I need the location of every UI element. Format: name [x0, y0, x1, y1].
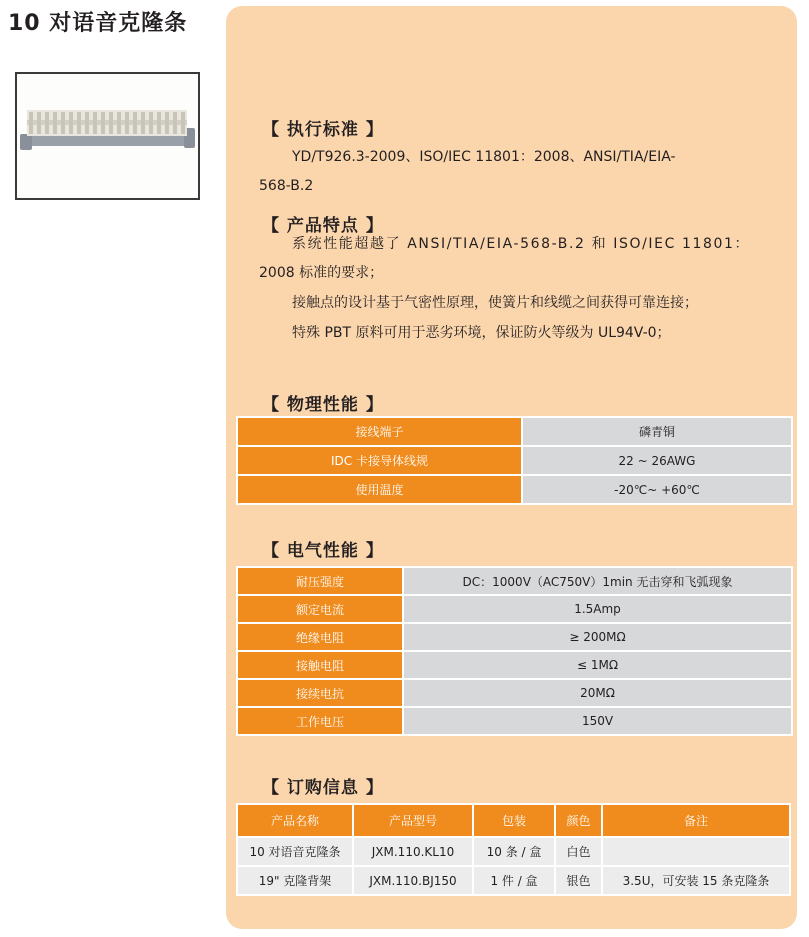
electrical-key: 绝缘电阻 [237, 623, 403, 651]
physical-table [236, 416, 793, 505]
table-cell: 10 对语音克隆条 [237, 837, 353, 866]
table-row [237, 567, 792, 595]
column-header: 颜色 [555, 804, 602, 837]
table-row [237, 707, 792, 735]
product-image [15, 72, 200, 200]
table-cell: JXM.110.BJ150 [353, 866, 473, 895]
column-header: 包装 [473, 804, 555, 837]
standard-line-1: YD/T926.3-2009、ISO/IEC 11801：2008、ANSI/TIA/EIA- [292, 149, 676, 165]
standard-line-2: 568-B.2 [259, 178, 314, 194]
electrical-value: 1.5Amp [403, 595, 792, 623]
connector-strip-illustration [17, 74, 198, 198]
electrical-value: ≤ 1MΩ [403, 651, 792, 679]
ordering-table [236, 803, 791, 896]
table-cell: 19" 克隆背架 [237, 866, 353, 895]
electrical-value: 20MΩ [403, 679, 792, 707]
electrical-key: 接触电阻 [237, 651, 403, 679]
physical-key: 接线端子 [237, 417, 522, 446]
features-line-1: 系统性能超越了 ANSI/TIA/EIA-568-B.2 和 ISO/IEC 11801： [292, 236, 751, 252]
table-cell: JXM.110.KL10 [353, 837, 473, 866]
features-line-3: 接触点的设计基于气密性原理，使簧片和线缆之间获得可靠连接； [292, 295, 698, 311]
table-cell: 10 条 / 盒 [473, 837, 555, 866]
electrical-title: 【 电气性能 】 [262, 541, 384, 561]
physical-value: 22 ~ 26AWG [522, 446, 792, 475]
table-cell: 1 件 / 盒 [473, 866, 555, 895]
electrical-key: 额定电流 [237, 595, 403, 623]
table-cell: 白色 [555, 837, 602, 866]
electrical-key: 工作电压 [237, 707, 403, 735]
table-row [237, 837, 790, 866]
table-row [237, 475, 792, 504]
electrical-key: 耐压强度 [237, 567, 403, 595]
electrical-value: DC：1000V（AC750V）1min 无击穿和飞弧现象 [403, 567, 792, 595]
table-header-row [237, 804, 790, 837]
table-cell: 银色 [555, 866, 602, 895]
physical-value: 磷青铜 [522, 417, 792, 446]
electrical-key: 接续电抗 [237, 679, 403, 707]
physical-key: 使用温度 [237, 475, 522, 504]
electrical-table [236, 566, 793, 736]
column-header: 产品型号 [353, 804, 473, 837]
table-row [237, 623, 792, 651]
table-row [237, 866, 790, 895]
ordering-title: 【 订购信息 】 [262, 778, 384, 798]
page-title: 10 对语音克隆条 [8, 11, 188, 36]
electrical-value: ≥ 200MΩ [403, 623, 792, 651]
electrical-value: 150V [403, 707, 792, 735]
table-row [237, 595, 792, 623]
table-row [237, 417, 792, 446]
table-cell: 3.5U，可安装 15 条克隆条 [602, 866, 790, 895]
table-row [237, 651, 792, 679]
table-cell [602, 837, 790, 866]
column-header: 备注 [602, 804, 790, 837]
physical-title: 【 物理性能 】 [262, 395, 384, 415]
physical-value: -20℃~ +60℃ [522, 475, 792, 504]
physical-key: IDC 卡接导体线规 [237, 446, 522, 475]
standard-title: 【 执行标准 】 [262, 120, 384, 140]
features-line-4: 特殊 PBT 原料可用于恶劣环境，保证防火等级为 UL94V-0； [292, 325, 671, 341]
column-header: 产品名称 [237, 804, 353, 837]
table-row [237, 679, 792, 707]
features-line-2: 2008 标准的要求； [259, 265, 384, 281]
features-title: 【 产品特点 】 [262, 216, 384, 236]
table-row [237, 446, 792, 475]
